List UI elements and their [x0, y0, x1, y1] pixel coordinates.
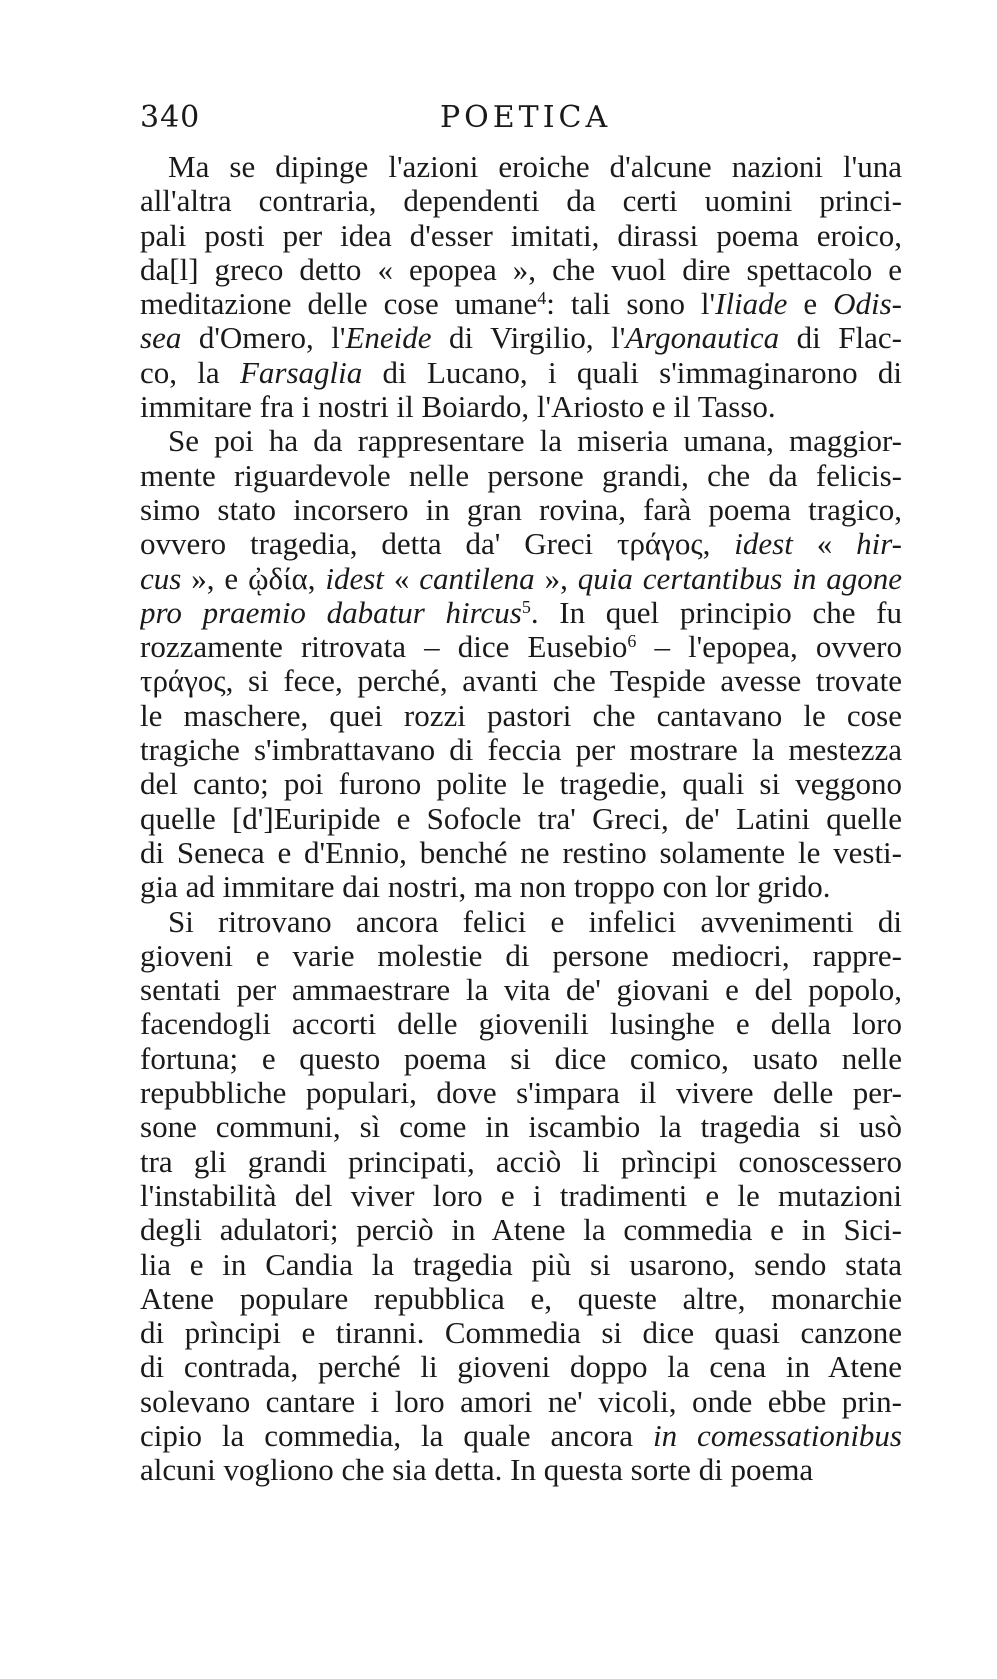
paragraph — [140, 424, 902, 904]
text-line — [140, 664, 902, 698]
text-line — [140, 1007, 902, 1041]
text-line — [140, 321, 902, 355]
text-span: quia certantibus in agone — [577, 561, 902, 596]
text-span: », e ᾠδία, — [181, 561, 326, 596]
text-span: « — [383, 561, 420, 596]
text-line — [140, 1419, 902, 1453]
text-line — [140, 630, 902, 664]
text-line — [140, 253, 902, 287]
text-line — [140, 150, 902, 184]
text-line — [140, 356, 902, 390]
text-span: sone communi, sì come in iscambio la tragedia si usò — [140, 1110, 902, 1145]
text-span: Argonautica — [625, 321, 780, 356]
text-span: ovvero tragedia, detta da' Greci τράγος, — [140, 527, 735, 562]
text-line — [140, 870, 902, 904]
text-span: le maschere, quei rozzi pastori che cantavano le cose — [140, 698, 902, 733]
text-span: pro praemio dabatur hircus — [140, 595, 522, 630]
text-span: cipio la commedia, la quale ancora — [140, 1418, 653, 1453]
text-line — [140, 424, 902, 458]
text-line — [140, 939, 902, 973]
footnote-ref: 5 — [521, 596, 531, 617]
text-span: in comessationibus — [653, 1418, 902, 1453]
text-line — [140, 905, 902, 939]
text-span: gioveni e varie molestie di persone mediocri, rappre- — [140, 938, 902, 973]
body-text — [140, 150, 902, 1488]
text-span: . In quel principio che fu — [530, 595, 902, 630]
text-span: Ma se dipinge l'azioni eroiche d'alcune nazioni l'una — [168, 150, 902, 184]
text-span: – l'epopea, ovvero — [636, 630, 902, 665]
text-span: di contrada, perché li gioveni doppo la cena in Atene — [140, 1350, 902, 1385]
text-span: Iliade — [715, 287, 788, 322]
text-span: hir- — [856, 527, 902, 562]
text-line — [140, 287, 902, 321]
text-line — [140, 596, 902, 630]
text-line — [140, 802, 902, 836]
text-line — [140, 493, 902, 527]
text-span: rozzamente ritrovata – dice Eusebio — [140, 630, 628, 665]
paragraph — [140, 150, 902, 424]
text-span: facendogli accorti delle giovenili lusinghe e della loro — [140, 1007, 902, 1042]
text-line — [140, 767, 902, 801]
footnote-ref: 6 — [627, 631, 637, 652]
text-line — [140, 1316, 902, 1350]
text-span: Se poi ha da rappresentare la miseria umana, maggior- — [168, 424, 902, 459]
text-span: l'instabilità del viver loro e i tradimenti e le mutazioni — [140, 1178, 902, 1213]
text-line — [140, 1179, 902, 1213]
text-line — [140, 1042, 902, 1076]
text-line — [140, 1282, 902, 1316]
text-span: cus — [140, 561, 182, 596]
text-line — [140, 459, 902, 493]
text-line — [140, 1110, 902, 1144]
text-line — [140, 1453, 902, 1487]
text-span: τράγος, si fece, perché, avanti che Tespide avesse trovate — [140, 664, 902, 699]
text-span: repubbliche populari, dove s'impara il vivere delle per- — [140, 1076, 902, 1111]
text-span: tragiche s'imbrattavano di feccia per mostrare la mestezza — [140, 733, 902, 768]
footnote-ref: 4 — [537, 288, 547, 309]
text-line — [140, 562, 902, 596]
text-span: : tali sono l' — [546, 287, 716, 322]
text-line — [140, 219, 902, 253]
text-line — [140, 184, 902, 218]
text-span: degli adulatori; perciò in Atene la commedia e in Sici- — [140, 1213, 902, 1248]
text-span: », — [534, 561, 578, 596]
text-line — [140, 1213, 902, 1247]
text-span: solevano cantare i loro amori ne' vicoli, onde ebbe prin- — [140, 1384, 902, 1419]
text-line — [140, 973, 902, 1007]
text-span: immitare fra i nostri il Boiardo, l'Ariosto e il Tasso. — [140, 390, 776, 425]
text-span: di Seneca e d'Ennio, benché ne restino solamente le vesti- — [140, 835, 902, 870]
text-span: d'Omero, l' — [181, 321, 346, 356]
text-span: Eneide — [345, 321, 432, 356]
text-span: di Flac- — [779, 321, 902, 356]
text-span: all'altra contraria, dependenti da certi uomini princi- — [140, 184, 902, 219]
text-span: da[l] greco detto « epopea », che vuol dire spettacolo e — [140, 252, 902, 287]
text-span: di prìncipi e tiranni. Commedia si dice quasi canzone — [140, 1316, 902, 1351]
text-span: Atene populare repubblica e, queste altre, monarchie — [140, 1281, 902, 1316]
text-span: Si ritrovano ancora felici e infelici avvenimenti di — [168, 904, 902, 939]
text-span: simo stato incorsero in gran rovina, farà poema tragico, — [140, 492, 902, 527]
text-line — [140, 1350, 902, 1384]
text-span: sentati per ammaestrare la vita de' giovani e del popolo, — [140, 973, 902, 1008]
text-span: gia ad immitare dai nostri, ma non troppo con lor grido. — [140, 870, 831, 905]
text-span: di Lucano, i quali s'immaginarono di — [362, 355, 902, 390]
text-line — [140, 390, 902, 424]
text-span: Farsaglia — [239, 355, 363, 390]
text-span: idest — [734, 527, 793, 562]
text-span: quelle [d']Euripide e Sofocle tra' Greci, de' Latini quelle — [140, 801, 902, 836]
text-line — [140, 527, 902, 561]
text-span: lia e in Candia la tragedia più si usarono, sendo stata — [140, 1247, 902, 1282]
text-span: meditazione delle cose umane — [140, 287, 538, 322]
text-span: alcuni vogliono che sia detta. In questa sorte di poema — [140, 1453, 814, 1488]
text-line — [140, 1076, 902, 1110]
text-span: fortuna; e questo poema si dice comico, usato nelle — [140, 1041, 902, 1076]
text-span: cantilena — [419, 561, 535, 596]
text-span: tra gli grandi principati, acciò li prìncipi conoscessero — [140, 1144, 902, 1179]
text-span: sea — [140, 321, 182, 356]
text-line — [140, 699, 902, 733]
text-line — [140, 836, 902, 870]
text-span: del canto; poi furono polite le tragedie, quali si veggono — [140, 767, 902, 802]
text-span: pali posti per idea d'esser imitati, dirassi poema eroico, — [140, 218, 902, 253]
text-line — [140, 733, 902, 767]
text-span: « — [792, 527, 857, 562]
paragraph — [140, 905, 902, 1488]
text-span: mente riguardevole nelle persone grandi, che da felicis- — [140, 458, 902, 493]
text-span: di Virgilio, l' — [431, 321, 626, 356]
text-line — [140, 1385, 902, 1419]
running-head: POETICA — [440, 100, 612, 135]
page-number: 340 — [140, 100, 201, 135]
text-span: idest — [325, 561, 384, 596]
text-line — [140, 1248, 902, 1282]
text-line — [140, 1145, 902, 1179]
text-span: co, la — [140, 355, 240, 390]
text-span: Odis- — [833, 287, 902, 322]
text-span: e — [787, 287, 834, 322]
